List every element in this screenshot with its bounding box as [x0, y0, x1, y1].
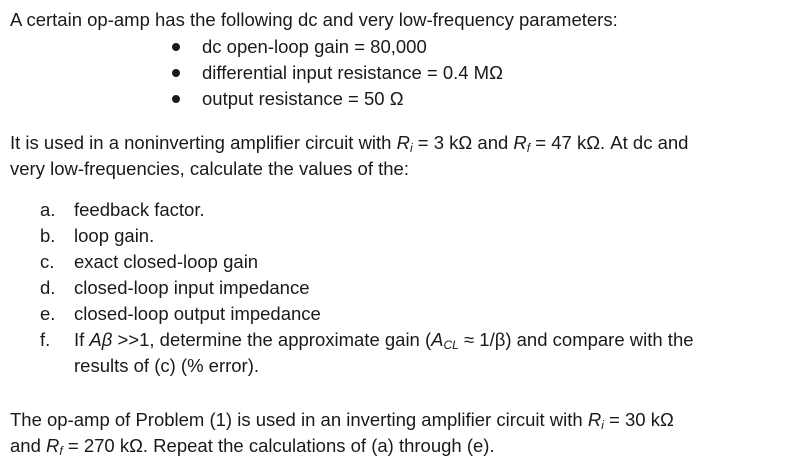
- parameter-item: [170, 34, 503, 60]
- question-item: [40, 327, 694, 379]
- parameter-item: [170, 60, 503, 86]
- question-item: [40, 223, 694, 249]
- text-segment: ≈ 1/β) and compare with the: [458, 329, 694, 350]
- question-text: feedback factor.: [74, 199, 205, 220]
- question-list: [40, 197, 694, 379]
- question-marker: d.: [40, 277, 56, 298]
- text-segment: and: [10, 435, 47, 456]
- question-item: [40, 249, 694, 275]
- parameter-text: output resistance = 50 Ω: [202, 88, 404, 109]
- question-text: loop gain.: [74, 225, 155, 246]
- text-segment: If: [74, 329, 90, 350]
- subscript: i: [601, 418, 604, 432]
- text-segment: It is used in a noninverting amplifier circuit with: [10, 132, 397, 153]
- text-segment: The op-amp of Problem (1) is used in an inverting amplifier circuit with: [10, 409, 588, 430]
- problem1-circuit-description: [10, 130, 688, 182]
- parameter-list: [170, 34, 503, 112]
- subscript: f: [59, 444, 63, 458]
- question-marker: b.: [40, 225, 56, 246]
- text-segment: = 47 kΩ. At dc and: [530, 132, 689, 153]
- parameter-text: dc open-loop gain = 80,000: [202, 36, 427, 57]
- text-segment: = 3 kΩ and: [412, 132, 514, 153]
- question-text: closed-loop output impedance: [74, 303, 321, 324]
- resistor-symbol: R: [587, 409, 602, 430]
- question-marker: a.: [40, 199, 56, 220]
- question-item: [40, 275, 694, 301]
- bullet-dot-icon: [172, 95, 180, 103]
- parameter-item: [170, 86, 503, 112]
- resistor-symbol: R: [396, 132, 410, 153]
- question-marker: e.: [40, 303, 56, 324]
- subscript: f: [526, 141, 531, 155]
- parameter-text: differential input resistance = 0.4 MΩ: [202, 62, 503, 83]
- subscript: CL: [443, 338, 459, 352]
- loop-gain-symbol: Aβ: [89, 329, 113, 350]
- text-segment: = 270 kΩ. Repeat the calculations of (a) through (e).: [62, 435, 495, 456]
- resistor-symbol: R: [513, 132, 527, 153]
- question-marker: f.: [40, 329, 51, 350]
- question-text: exact closed-loop gain: [74, 251, 259, 272]
- question-text: closed-loop input impedance: [74, 277, 310, 298]
- problem2-description: [10, 407, 674, 459]
- text-segment: very low-frequencies, calculate the values of the:: [10, 158, 409, 179]
- gain-symbol: A: [431, 329, 444, 350]
- question-item: [40, 197, 694, 223]
- problem1-intro: A certain op-amp has the following dc and very low-frequency parameters:: [10, 9, 618, 30]
- resistor-symbol: R: [46, 435, 60, 456]
- subscript: i: [410, 141, 413, 155]
- text-segment: = 30 kΩ: [603, 409, 674, 430]
- text-segment: >>1, determine the approximate gain (: [112, 329, 432, 350]
- question-marker: c.: [40, 251, 55, 272]
- bullet-dot-icon: [172, 69, 180, 77]
- bullet-dot-icon: [172, 43, 180, 51]
- text-segment: results of (c) (% error).: [74, 355, 260, 376]
- question-item: [40, 301, 694, 327]
